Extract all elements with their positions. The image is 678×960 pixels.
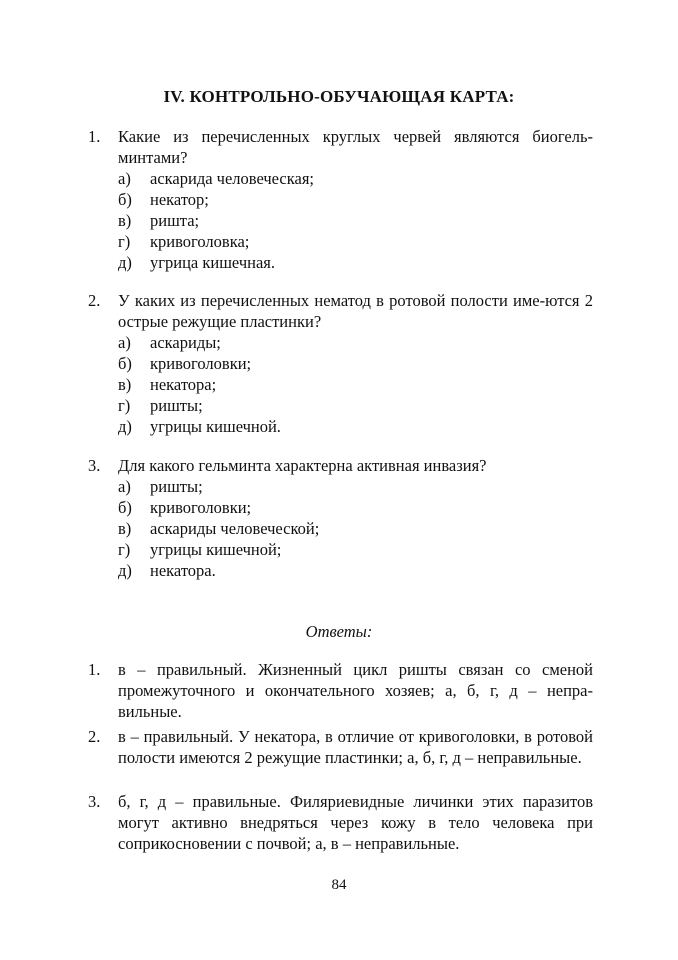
question-number: 1. xyxy=(88,127,101,146)
option-letter: г) xyxy=(118,232,131,251)
question-1 xyxy=(88,126,593,273)
option-letter: д) xyxy=(118,561,132,580)
option-text: ришты; xyxy=(150,396,203,415)
option-text: некатор; xyxy=(150,190,209,209)
answer-option xyxy=(118,560,593,581)
question-number: 3. xyxy=(88,456,101,475)
option-letter: б) xyxy=(118,190,132,209)
option-letter: д) xyxy=(118,417,132,436)
option-letter: в) xyxy=(118,375,132,394)
answer-number: 2. xyxy=(88,727,101,746)
option-text: аскариды человеческой; xyxy=(150,519,320,538)
question-3 xyxy=(88,455,593,581)
option-letter: а) xyxy=(118,169,131,188)
option-letter: а) xyxy=(118,333,131,352)
option-text: некатора; xyxy=(150,375,217,394)
option-letter: в) xyxy=(118,211,132,230)
option-text: некатора. xyxy=(150,561,216,580)
question-text: Для какого гельминта характерна активная инвазия? xyxy=(118,456,487,475)
answer-option xyxy=(118,518,593,539)
answer-number: 3. xyxy=(88,792,101,811)
answer-option xyxy=(118,168,593,189)
option-text: угрицы кишечной. xyxy=(150,417,281,436)
answer-text: в – правильный. У некатора, в отличие от кривоголовки, в ротовой полости имеются 2 режущие пластинки; а, б, г, д – неправильные. xyxy=(118,727,593,767)
section-heading: IV. КОНТРОЛЬНО-ОБУЧАЮЩАЯ КАРТА: xyxy=(163,87,515,106)
answer-option xyxy=(118,416,593,437)
answer-text: в – правильный. Жизненный цикл ришты связан со сменой промежуточного и окончательного хозяев; а, б, г, д – непра-вильные. xyxy=(118,660,593,721)
answer-3 xyxy=(88,791,593,854)
option-letter: г) xyxy=(118,396,131,415)
answer-option xyxy=(118,476,593,497)
option-text: ришта; xyxy=(150,211,200,230)
option-text: кривоголовки; xyxy=(150,354,252,373)
answer-option xyxy=(118,252,593,273)
question-number: 2. xyxy=(88,291,101,310)
option-text: угрицы кишечной; xyxy=(150,540,282,559)
option-text: угрица кишечная. xyxy=(150,253,276,272)
option-letter: г) xyxy=(118,540,131,559)
answer-option xyxy=(118,374,593,395)
answer-1 xyxy=(88,659,593,722)
option-text: кривоголовки; xyxy=(150,498,252,517)
option-text: ришты; xyxy=(150,477,203,496)
option-letter: д) xyxy=(118,253,132,272)
answer-option xyxy=(118,539,593,560)
answer-option xyxy=(118,210,593,231)
question-2 xyxy=(88,290,593,437)
option-text: кривоголовка; xyxy=(150,232,250,251)
option-letter: б) xyxy=(118,354,132,373)
answer-number: 1. xyxy=(88,660,101,679)
question-text: У каких из перечисленных нематод в ротовой полости име-ются 2 острые режущие пластинки? xyxy=(118,291,593,331)
answer-text: б, г, д – правильные. Филяриевидные личинки этих паразитов могут активно внедряться через кожу в тело человека при соприкосновении с почвой; а, в – неправильные. xyxy=(118,792,593,853)
option-letter: в) xyxy=(118,519,132,538)
answer-2 xyxy=(88,726,593,768)
option-text: аскарида человеческая; xyxy=(150,169,314,188)
answer-option xyxy=(118,497,593,518)
option-text: аскариды; xyxy=(150,333,221,352)
answer-option xyxy=(118,231,593,252)
answer-option xyxy=(118,189,593,210)
answers-heading: Ответы: xyxy=(305,622,373,641)
answer-option xyxy=(118,395,593,416)
question-text: Какие из перечисленных круглых червей являются биогель-минтами? xyxy=(118,127,593,167)
page-number: 84 xyxy=(331,877,347,893)
option-letter: б) xyxy=(118,498,132,517)
option-letter: а) xyxy=(118,477,131,496)
answer-option xyxy=(118,353,593,374)
answer-option xyxy=(118,332,593,353)
